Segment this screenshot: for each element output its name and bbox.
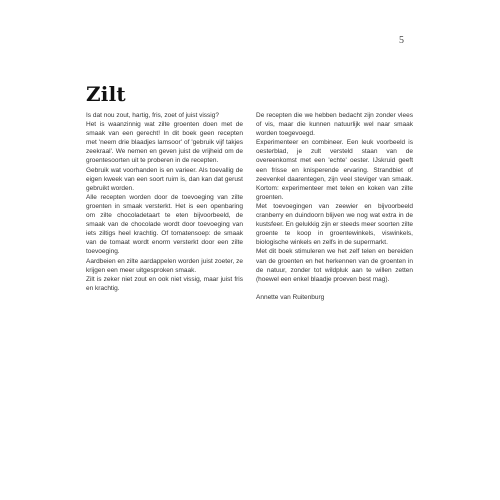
left-text-column: [86, 111, 243, 293]
paragraph: Met dit boek stimuleren we het zelf telen en bereiden van de groenten en het herkennen van de groenten in de natuur, zonder tot wildpluk aan te willen zetten (hoewel een enkel blaadje proeven best mag).: [256, 248, 413, 283]
paragraph: Aardbeien en zilte aardappelen worden juist zoeter, ze krijgen een meer uitgesproken smaak.: [86, 257, 243, 274]
paragraph: Het is waanzinnig wat zilte groenten doen met de smaak van een gerecht! In dit boek geen recepten met 'neem drie blaadjes lamsoor' of 'gebruik vijf takjes zeekraal'. We nemen en geven juist de vrijheid om de groentesoorten uit te proberen in de recepten.: [86, 121, 243, 165]
page-number: 5: [399, 35, 404, 46]
page-title: Zilt: [86, 82, 126, 106]
paragraph: Gebruik wat voorhanden is en varieer. Als toevallig de eigen kweek van een soort ruim is, dan kan dat gerust gebruikt worden.: [86, 166, 243, 192]
paragraph: De recepten die we hebben bedacht zijn zonder vlees of vis, maar die kunnen natuurlijk wel naar smaak worden toegevoegd.: [256, 112, 413, 138]
paragraph: Experimenteer en combineer. Een leuk voorbeeld is oesterblad, je zult versteld staan van de overeenkomst met een 'echte' oester. IJskruid geeft een frisse en knisperende ervaring. Strandbiet of zeevenkel daarentegen, zijn veel steviger van smaak. Kortom: experimenteer met telen en koken van zilte groenten.: [256, 139, 413, 201]
paragraph: Is dat nou zout, hartig, fris, zoet of juist vissig?: [86, 112, 219, 119]
right-text-column: [256, 111, 413, 302]
paragraph: Alle recepten worden door de toevoeging van zilte groenten in smaak versterkt. Het is een openbaring om zilte chocoladetaart te eten bijvoorbeeld, de smaak van de chocolade wordt door toevoeging van iets ziltigs heel krachtig. Of tomatensoep: de smaak van de tomaat wordt enorm versterkt door een zilte toevoeging.: [86, 193, 243, 256]
paragraph: Zilt is zeker niet zout en ook niet vissig, maar juist fris en krachtig.: [86, 275, 243, 292]
paragraph: Met toevoegingen van zeewier en bijvoorbeeld cranberry en duindoorn blijven we nog wat extra in de kustsfeer. En gelukkig zijn er steeds meer soorten zilte groente te koop in groentewinkels, viswinkels, biologische winkels en zelfs in de supermarkt.: [256, 202, 413, 247]
author-signature: Annette van Ruitenburg: [256, 293, 325, 301]
